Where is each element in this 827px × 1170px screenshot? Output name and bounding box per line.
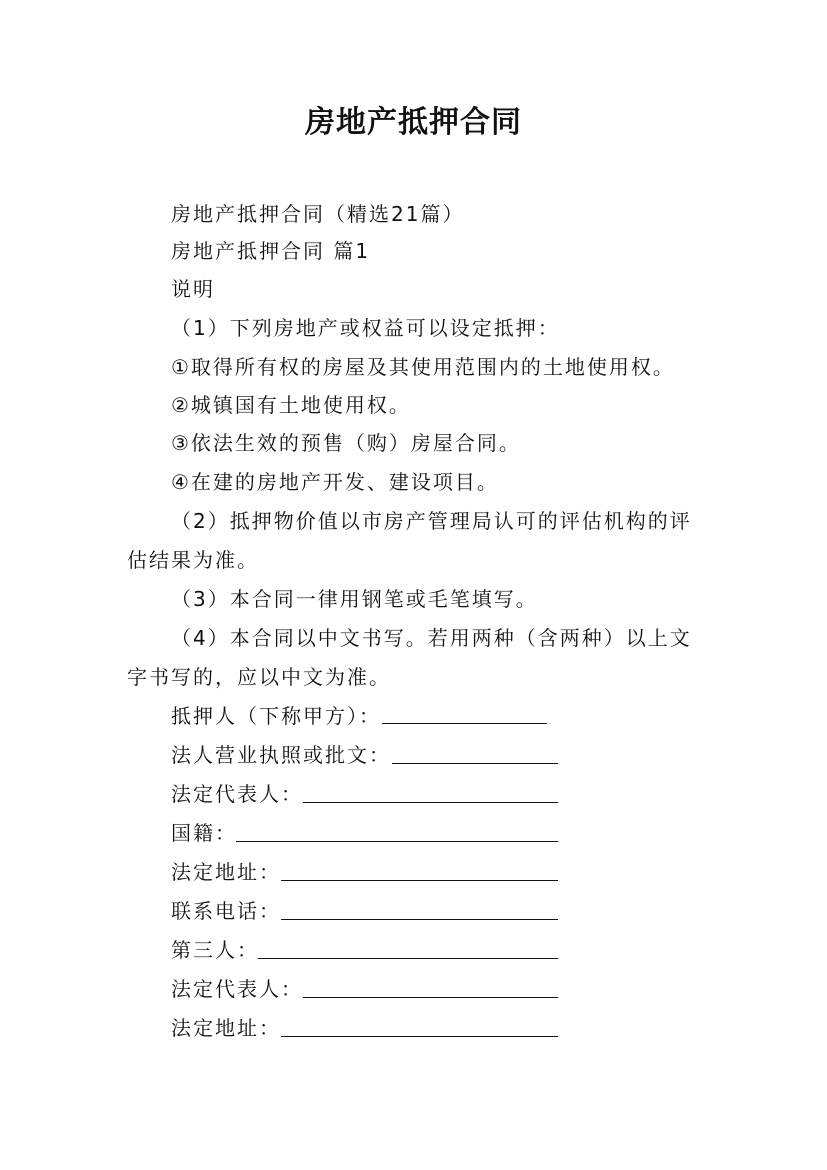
item-1-b: ②城镇国有土地使用权。: [171, 393, 411, 417]
field-legal-address-blank[interactable]: [281, 880, 558, 881]
document-subtitle: 房地产抵押合同（精选21篇）: [171, 202, 465, 226]
field-mortgagor-blank[interactable]: [382, 723, 547, 724]
field-business-license-label: 法人营业执照或批文：: [171, 743, 391, 767]
item-3: （3）本合同一律用钢笔或毛笔填写。: [171, 587, 538, 611]
field-third-party-blank[interactable]: [258, 958, 558, 959]
field-mortgagor-label: 抵押人（下称甲方）：: [171, 704, 381, 728]
field-nationality-blank[interactable]: [236, 841, 558, 842]
field-phone-blank[interactable]: [281, 919, 558, 920]
item-4: （4）本合同以中文书写。若用两种（含两种）以上文 字书写的，应以中文为准。: [127, 626, 692, 689]
document-title: 房地产抵押合同: [305, 105, 522, 140]
field-phone-label: 联系电话：: [171, 899, 281, 923]
explanation-label: 说明: [171, 277, 215, 301]
item-1: （1）下列房地产或权益可以设定抵押：: [171, 316, 560, 340]
item-2: （2）抵押物价值以市房产管理局认可的评估机构的评 估结果为准。: [127, 509, 692, 572]
field-legal-rep-blank[interactable]: [303, 802, 558, 803]
field-third-legal-address-blank[interactable]: [281, 1036, 558, 1037]
section-heading: 房地产抵押合同 篇1: [171, 239, 371, 263]
item-1-a: ①取得所有权的房屋及其使用范围内的土地使用权。: [171, 355, 675, 379]
field-third-legal-rep-label: 法定代表人：: [171, 977, 303, 1001]
field-legal-rep-label: 法定代表人：: [171, 782, 303, 806]
field-business-license-blank[interactable]: [392, 763, 558, 764]
field-legal-address-label: 法定地址：: [171, 860, 281, 884]
field-third-legal-rep-blank[interactable]: [303, 997, 558, 998]
field-nationality-label: 国籍：: [171, 821, 237, 845]
field-third-party-label: 第三人：: [171, 938, 259, 962]
item-1-c: ③依法生效的预售（购）房屋合同。: [171, 431, 521, 455]
field-third-legal-address-label: 法定地址：: [171, 1016, 281, 1040]
item-1-d: ④在建的房地产开发、建设项目。: [171, 470, 499, 494]
